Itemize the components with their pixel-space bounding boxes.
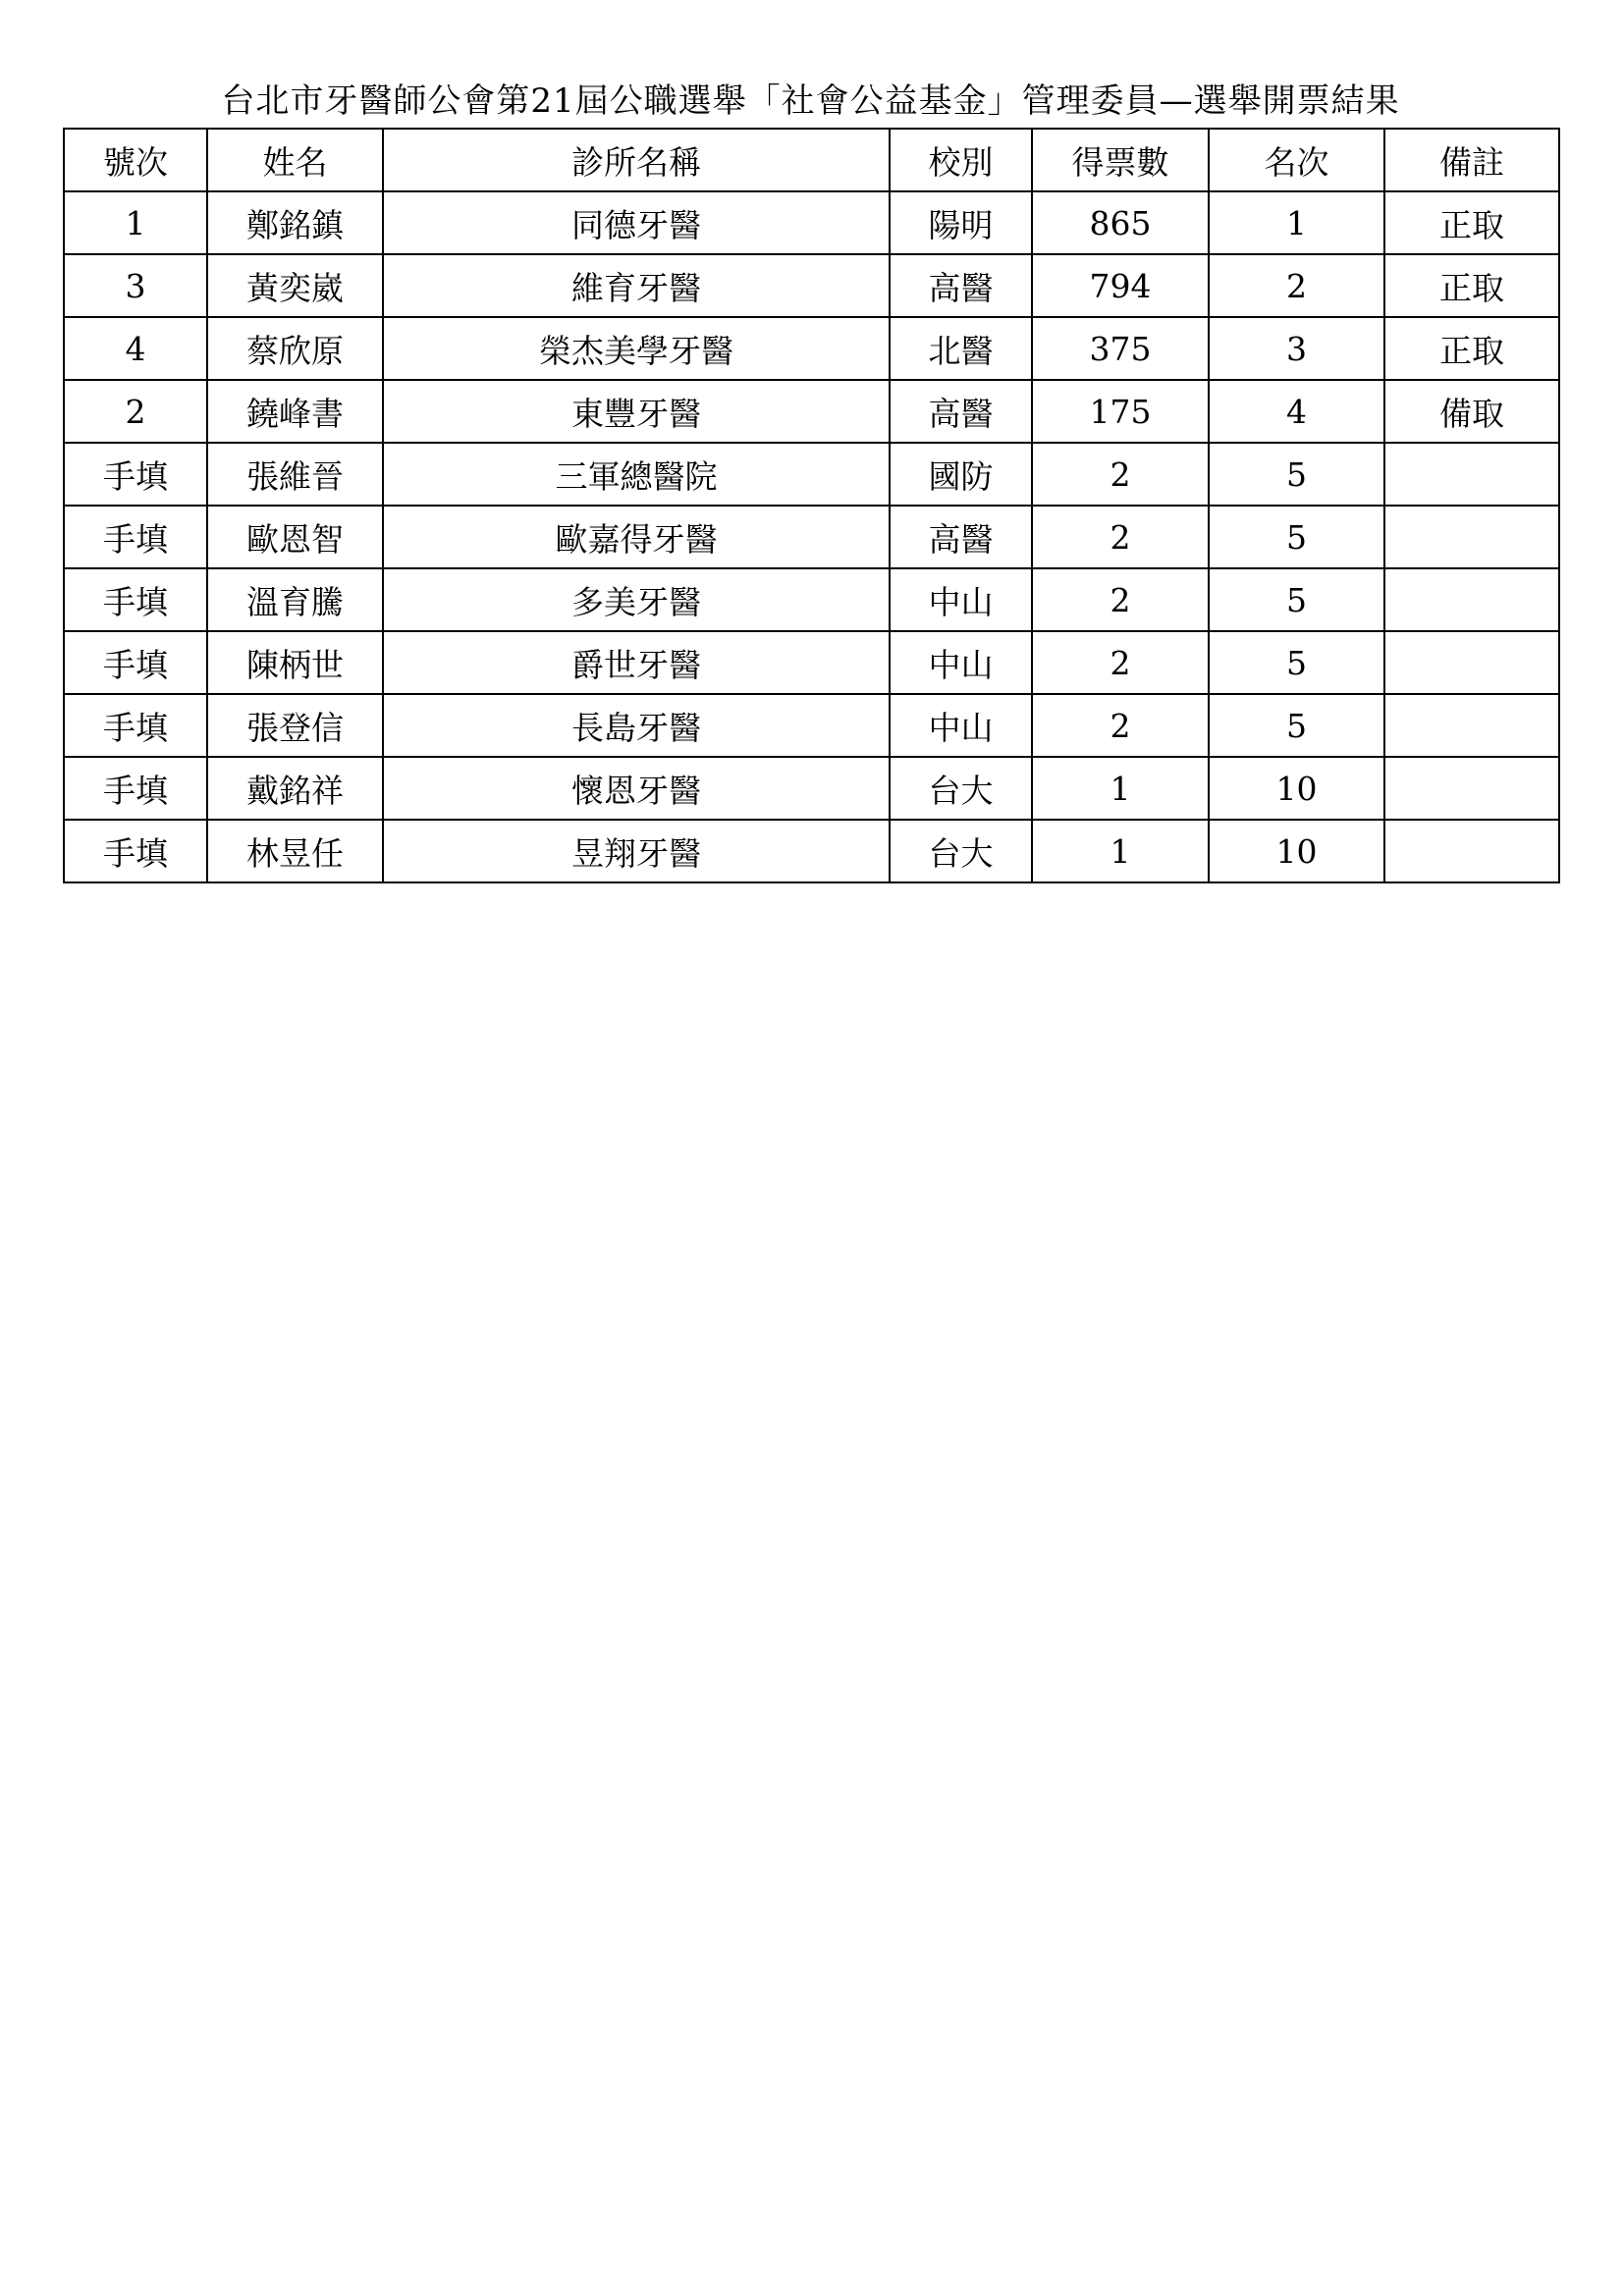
table-row: [64, 568, 1559, 631]
cell-name: 溫育騰: [207, 568, 383, 631]
table-row: [64, 820, 1559, 882]
cell-clinic: 維育牙醫: [383, 254, 890, 317]
cell-remarks: [1384, 757, 1559, 820]
cell-rank: 5: [1209, 631, 1384, 694]
cell-number: 3: [64, 254, 207, 317]
table-row: [64, 694, 1559, 757]
cell-name: 林昱任: [207, 820, 383, 882]
cell-name: 歐恩智: [207, 506, 383, 568]
header-clinic: 診所名稱: [383, 129, 890, 191]
cell-votes: 2: [1032, 694, 1209, 757]
cell-remarks: [1384, 631, 1559, 694]
table-header-row: [64, 129, 1559, 191]
cell-name: 黃奕崴: [207, 254, 383, 317]
cell-remarks: [1384, 506, 1559, 568]
cell-clinic: 多美牙醫: [383, 568, 890, 631]
cell-rank: 5: [1209, 694, 1384, 757]
cell-rank: 1: [1209, 191, 1384, 254]
header-number: 號次: [64, 129, 207, 191]
cell-clinic: 東豐牙醫: [383, 380, 890, 443]
cell-school: 高醫: [890, 380, 1032, 443]
cell-rank: 10: [1209, 757, 1384, 820]
cell-name: 戴銘祥: [207, 757, 383, 820]
cell-number: 手填: [64, 506, 207, 568]
cell-clinic: 昱翔牙醫: [383, 820, 890, 882]
cell-name: 張登信: [207, 694, 383, 757]
table-row: [64, 191, 1559, 254]
cell-remarks: 正取: [1384, 317, 1559, 380]
cell-clinic: 榮杰美學牙醫: [383, 317, 890, 380]
cell-rank: 10: [1209, 820, 1384, 882]
cell-number: 手填: [64, 568, 207, 631]
cell-clinic: 爵世牙醫: [383, 631, 890, 694]
header-votes: 得票數: [1032, 129, 1209, 191]
cell-votes: 2: [1032, 506, 1209, 568]
cell-rank: 5: [1209, 443, 1384, 506]
cell-votes: 1: [1032, 820, 1209, 882]
table-row: [64, 757, 1559, 820]
cell-remarks: [1384, 568, 1559, 631]
cell-name: 鐃峰書: [207, 380, 383, 443]
cell-votes: 375: [1032, 317, 1209, 380]
cell-name: 張維晉: [207, 443, 383, 506]
cell-votes: 2: [1032, 443, 1209, 506]
election-results-table: [63, 128, 1560, 883]
cell-clinic: 三軍總醫院: [383, 443, 890, 506]
cell-school: 陽明: [890, 191, 1032, 254]
cell-remarks: [1384, 443, 1559, 506]
document-title: 台北市牙醫師公會第21屆公職選舉「社會公益基金」管理委員—選舉開票結果: [221, 81, 1400, 121]
cell-remarks: 正取: [1384, 254, 1559, 317]
cell-clinic: 懷恩牙醫: [383, 757, 890, 820]
cell-school: 台大: [890, 757, 1032, 820]
cell-number: 手填: [64, 757, 207, 820]
cell-remarks: 備取: [1384, 380, 1559, 443]
cell-votes: 794: [1032, 254, 1209, 317]
table-row: [64, 254, 1559, 317]
cell-remarks: [1384, 820, 1559, 882]
cell-name: 蔡欣原: [207, 317, 383, 380]
cell-school: 高醫: [890, 254, 1032, 317]
cell-name: 鄭銘鎮: [207, 191, 383, 254]
cell-rank: 2: [1209, 254, 1384, 317]
cell-number: 1: [64, 191, 207, 254]
table-row: [64, 317, 1559, 380]
cell-votes: 2: [1032, 631, 1209, 694]
cell-remarks: 正取: [1384, 191, 1559, 254]
table-row: [64, 443, 1559, 506]
cell-number: 4: [64, 317, 207, 380]
table-row: [64, 631, 1559, 694]
cell-number: 手填: [64, 631, 207, 694]
cell-name: 陳柄世: [207, 631, 383, 694]
table-row: [64, 506, 1559, 568]
cell-school: 中山: [890, 631, 1032, 694]
cell-votes: 2: [1032, 568, 1209, 631]
cell-number: 手填: [64, 820, 207, 882]
cell-number: 手填: [64, 694, 207, 757]
cell-school: 台大: [890, 820, 1032, 882]
header-rank: 名次: [1209, 129, 1384, 191]
header-school: 校別: [890, 129, 1032, 191]
cell-remarks: [1384, 694, 1559, 757]
cell-rank: 5: [1209, 506, 1384, 568]
cell-rank: 3: [1209, 317, 1384, 380]
cell-votes: 175: [1032, 380, 1209, 443]
cell-rank: 4: [1209, 380, 1384, 443]
cell-school: 中山: [890, 568, 1032, 631]
cell-school: 高醫: [890, 506, 1032, 568]
cell-votes: 1: [1032, 757, 1209, 820]
cell-number: 2: [64, 380, 207, 443]
cell-number: 手填: [64, 443, 207, 506]
cell-school: 國防: [890, 443, 1032, 506]
cell-votes: 865: [1032, 191, 1209, 254]
cell-school: 中山: [890, 694, 1032, 757]
cell-clinic: 長島牙醫: [383, 694, 890, 757]
cell-rank: 5: [1209, 568, 1384, 631]
table-row: [64, 380, 1559, 443]
cell-school: 北醫: [890, 317, 1032, 380]
header-remarks: 備註: [1384, 129, 1559, 191]
header-name: 姓名: [207, 129, 383, 191]
cell-clinic: 同德牙醫: [383, 191, 890, 254]
cell-clinic: 歐嘉得牙醫: [383, 506, 890, 568]
